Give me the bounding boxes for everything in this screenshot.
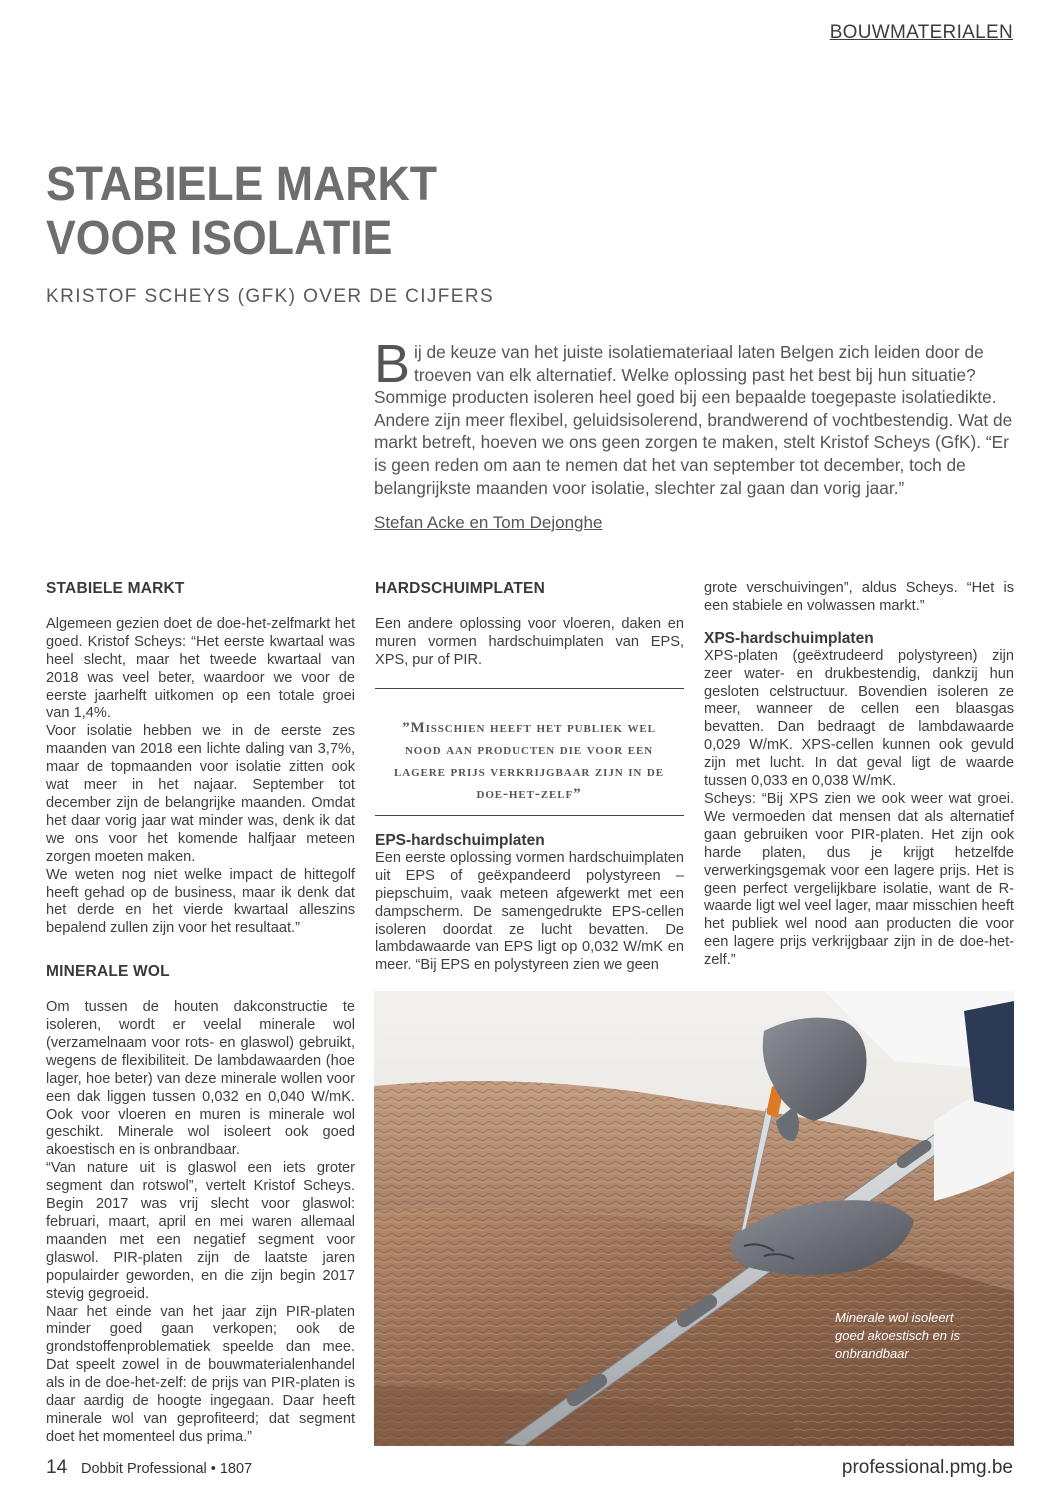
heading-minerale-wol: MINERALE WOL — [46, 963, 170, 981]
heading-hardschuimplaten: HARDSCHUIMPLATEN — [375, 580, 545, 597]
heading-eps: EPS-hardschuimplaten — [375, 832, 545, 849]
column-2-continued — [375, 832, 684, 975]
intro-paragraph — [374, 334, 1014, 499]
col3-paragraph-2: XPS-platen (geëxtrudeerd polystyreen) zijn zeer water- en drukbestendig, dankzij hun gesloten celstructuur. Bovendien isoleren ze meer, wanneer de cellen een blaasgas bevatten. Dan bedraagt de lambdawaarde 0,029 W/mK. XPS-cellen kunnen ook gevuld zijn met lucht. In dat geval ligt de waarde tussen 0,033 en 0,038 W/mK. — [704, 647, 1014, 790]
col1-paragraph-5: “Van nature uit is glaswol een iets groter segment dan rotswol”, vertelt Kristof Scheys. Begin 2017 was vrij slecht voor glaswol: februari, maart, april en mei waren allemaal maanden met een negatief segment voor glaswol. PIR-platen zijn de laatste jaren populairder geworden, en die zijn begin 2017 stevig gegroeid. — [46, 1160, 355, 1302]
insulation-illustration — [374, 991, 1014, 1446]
website-link[interactable]: professional.pmg.be — [841, 1457, 1013, 1478]
article-subtitle: KRISTOF SCHEYS (GFK) OVER DE CIJFERS — [46, 286, 495, 307]
title-line-2: VOOR ISOLATIE — [46, 212, 393, 265]
col3-paragraph-1: grote verschuivingen”, aldus Scheys. “Het is een stabiele en volwassen markt.” — [704, 580, 1014, 614]
heading-stabiele-markt: STABIELE MARKT — [46, 580, 185, 597]
col2-paragraph-1: Een andere oplossing voor vloeren, daken en muren vormen hardschuimplaten van EPS, XPS, pur of PIR. — [375, 615, 684, 668]
article-title — [46, 158, 530, 266]
page-number: 14 — [46, 1457, 68, 1478]
col1-paragraph-6: Naar het einde van het jaar zijn PIR-platen minder goed gaan verkopen; ook de grondstoffenproblematiek speelde dan mee. Dat speelt zowel in de bouwmaterialenhandel als in de doe-het-zelf: de prijs van PIR-platen is daar aardig de hoogte ingegaan. Daar heeft minerale wol van geprofiteerd; dat segment doet het momenteel dus prima.” — [46, 1303, 355, 1445]
title-line-1: STABIELE MARKT — [46, 158, 437, 211]
intro-dropcap: B — [374, 334, 411, 394]
pull-quote: ”Misschien heeft het publiek wel nood aan producten die voor een lagere prijs verkrijgbaar zijn in de doe-het-zelf” — [394, 720, 664, 802]
insulation-photo — [374, 991, 1014, 1446]
section-tag: BOUWMATERIALEN — [829, 22, 1013, 43]
col3-paragraph-3: Scheys: “Bij XPS zien we ook weer wat groei. We vermoeden dat mensen dat als alternatief gaan gebruiken voor PIR-platen. Het zijn ook harde platen, dus je krijgt hetzelfde verwerkingsgemak voor een lagere prijs. Het is geen perfect vergelijkbare isolatie, want de R-waarde ligt wel veel lager, maar misschien heeft het publiek wel nood aan producten die voor een lagere prijs verkrijgbaar zijn in de doe-het-zelf.” — [704, 790, 1014, 969]
col1-paragraph-3: We weten nog niet welke impact de hittegolf heeft gehad op de business, maar ik denk dat het derde en het vierde kwartaal alleszins bepalend zullen zijn voor het resultaat.” — [46, 866, 355, 937]
quote-rule-bottom — [375, 815, 684, 816]
quote-rule-top — [375, 688, 684, 689]
column-1 — [46, 580, 355, 1447]
article-authors: Stefan Acke en Tom Dejonghe — [374, 513, 603, 532]
col1-paragraph-4: Om tussen de houten dakconstructie te isoleren, wordt er veelal minerale wol (verzamelnaam voor rots- en glaswol) gebruikt, wegens de flexibiliteit. De lambdawaarden (hoe lager, hoe beter) van deze minerale wollen voor een dak liggen tussen 0,032 en 0,040 W/mK. Ook voor vloeren en muren is minerale wol geschikt. Minerale wol isoleert ook goed akoestisch en is onbrandbaar. — [46, 999, 355, 1159]
col1-paragraph-2: Voor isolatie hebben we in de eerste zes maanden van 2018 een lichte daling van 3,7%, maar de topmaanden voor isolatie zitten ook wat meer in het najaar. September tot december zijn de belangrijke maanden. Omdat het daar vorig jaar wat minder was, denk ik dat we ons voor het komende halfjaar meteen zorgen moeten maken. — [46, 723, 355, 865]
heading-xps: XPS-hardschuimplaten — [704, 629, 874, 647]
magazine-issue: Dobbit Professional • 1807 — [81, 1461, 253, 1477]
column-3 — [704, 580, 1014, 970]
col2-paragraph-2: Een eerste oplossing vormen hardschuimplaten uit EPS of geëxpandeerd polystyreen – piepschuim, vaak meteen afgewerkt met een dampscherm. De samengedrukte EPS-cellen isoleren doordat ze lucht bevatten. De lambdawaarde van EPS ligt op 0,032 W/mK en meer. “Bij EPS en polystyreen zien we geen — [375, 849, 684, 974]
col1-paragraph-1: Algemeen gezien doet de doe-het-zelfmarkt het goed. Kristof Scheys: “Het eerste kwartaal was heel slecht, maar het tweede kwartaal van 2018 was veel beter, waardoor we voor de eerste jaarhelft uitkomen op een totale groei van 1,4%. — [46, 615, 355, 722]
photo-caption: Minerale wol isoleert goed akoestisch en is onbrandbaar — [835, 1310, 961, 1361]
column-2 — [375, 580, 684, 670]
intro-text: ij de keuze van het juiste isolatiemateriaal laten Belgen zich leiden door de troeven van elk alternatief. Welke oplossing past het best bij hun situatie? Sommige producten isoleren heel goed bij een bepaalde toegepaste isolatiedikte. Andere zijn meer flexibel, geluidsisolerend, brandwerend of vochtbestendig. Wat de markt betreft, hoeven we ons geen zorgen te maken, stelt Kristof Scheys (GfK). “Er is geen reden om aan te nemen dat het van september tot december, toch de belangrijkste maanden voor isolatie, slechter zal gaan dan vorig jaar.” — [374, 342, 1013, 498]
